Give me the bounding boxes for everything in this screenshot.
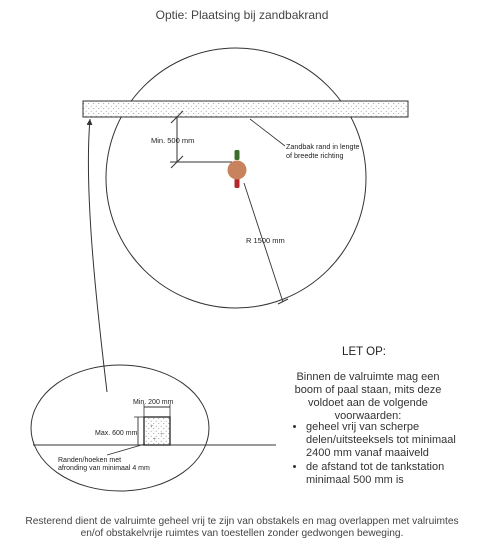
- note-item-1: • geheel vrij van scherpe delen/uitsteeksels tot minimaal 2400 mm vanaf maaiveld: [306, 421, 466, 460]
- cross-section-mark-2: +: [160, 432, 164, 438]
- note-item-2: • de afstand tot de tankstation minimaal 500 mm is: [306, 461, 466, 487]
- min500-label: Min. 500 mm: [151, 136, 195, 145]
- device-body: [228, 161, 247, 180]
- note-heading: LET OP:: [342, 346, 386, 358]
- detail-ellipse: [31, 365, 209, 491]
- randen-label-line2: afronding van minimaal 4 mm: [58, 465, 150, 472]
- randen-leader-line: [107, 444, 145, 455]
- detail-arrow: [88, 119, 107, 392]
- max600-label: Max. 600 mm: [95, 430, 138, 437]
- footer-text: Resterend dient de valruimte geheel vrij te zijn van obstakels en mag overlappen met valruimtes en/of obstakelvrije ruimtes van toestellen zonder gedwongen beweging.: [25, 516, 459, 539]
- device-top-accent: [235, 150, 240, 160]
- radius-tick: [278, 299, 288, 304]
- randen-label-line1: Randen/hoeken met: [58, 457, 122, 464]
- cross-section-mark-3: +: [153, 437, 157, 443]
- sandbox-edge: [83, 101, 408, 117]
- device-top-view: [228, 150, 247, 188]
- zandbak-label-line2: of breedte richting: [286, 151, 344, 160]
- min200-label: Min. 200 mm: [133, 399, 174, 406]
- zandbak-label-line1: Zandbak rand in lengte: [286, 142, 360, 151]
- zandbak-leader-line: [250, 119, 285, 146]
- diagram-title: Optie: Plaatsing bij zandbakrand: [155, 8, 329, 22]
- note-intro: Binnen de valruimte mag een boom of paal staan, mits deze voldoet aan de volgende voorwaarden:: [294, 371, 442, 422]
- edge-cross-section: [144, 417, 170, 445]
- cross-section-mark-1: +: [150, 424, 154, 430]
- note-list: [286, 421, 466, 488]
- radius-label: R 1500 mm: [246, 236, 285, 245]
